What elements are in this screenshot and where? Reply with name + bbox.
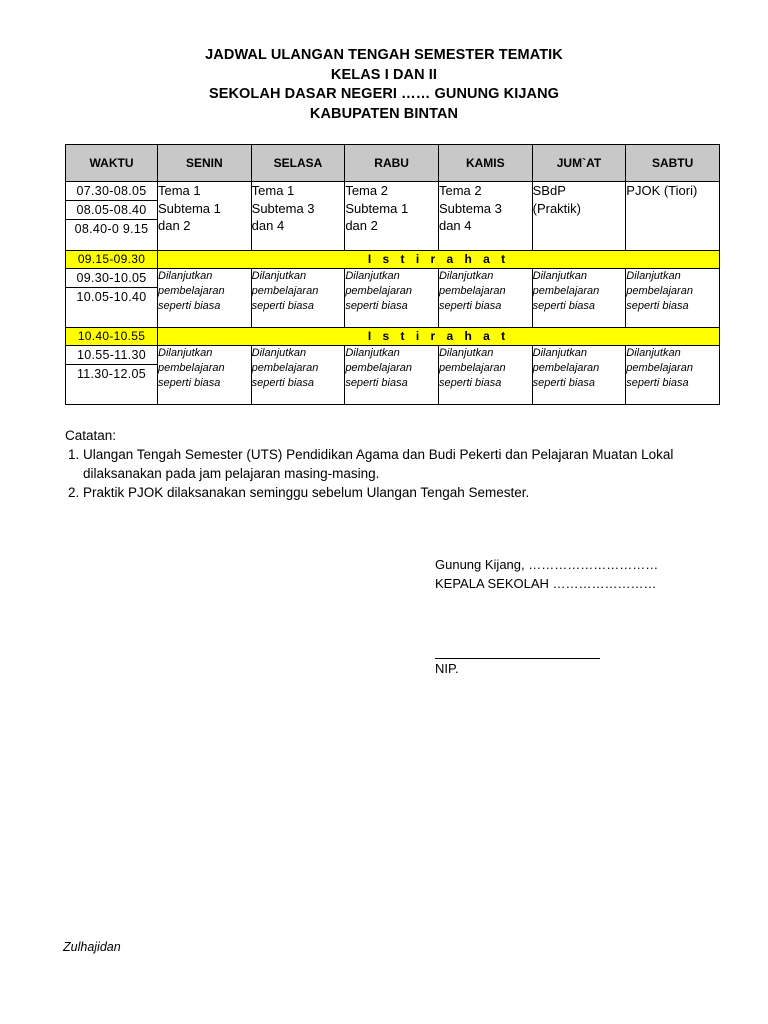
time-slot: 08.40-0 9.15	[74, 222, 149, 236]
note-line: Dilanjutkan	[438, 347, 494, 359]
time-slot: 08.05-08.40	[66, 201, 157, 220]
note-line: pembelajaran	[251, 362, 319, 374]
note-line: pembelajaran	[438, 285, 506, 297]
table-row-break-1	[66, 251, 720, 269]
cell-line: Subtema 3	[251, 200, 315, 216]
note-line: Dilanjutkan	[438, 270, 494, 282]
document-title	[0, 46, 768, 124]
title-line-1: JADWAL ULANGAN TENGAH SEMESTER TEMATIK	[205, 47, 563, 63]
cell-line: (Praktik)	[532, 200, 582, 216]
cell-line: Subtema 1	[345, 200, 409, 216]
notes-list	[65, 445, 725, 502]
table-header-row	[66, 145, 720, 182]
note-line: seperti biasa	[345, 300, 408, 312]
cell-kamis	[438, 182, 532, 251]
note-line: seperti biasa	[251, 300, 315, 312]
cell-line: dan 2	[158, 218, 191, 233]
note-line: seperti biasa	[532, 377, 595, 389]
header-sabtu: SABTU	[626, 145, 720, 182]
cell-line: Tema 2	[345, 183, 388, 198]
note-line: pembelajaran	[626, 362, 693, 374]
continue-note	[251, 346, 345, 405]
note-line: pembelajaran	[158, 362, 225, 374]
notes-title: Catatan:	[65, 428, 117, 443]
continue-note	[345, 346, 439, 405]
header-senin: SENIN	[158, 145, 252, 182]
note-line: pembelajaran	[626, 285, 693, 297]
note-line: pembelajaran	[158, 285, 225, 297]
note-line: seperti biasa	[251, 377, 315, 389]
time-cell-group	[66, 182, 158, 251]
note-line: Dilanjutkan	[626, 270, 681, 282]
note-line: Dilanjutkan	[532, 347, 588, 359]
cell-selasa	[251, 182, 345, 251]
note-line: seperti biasa	[626, 377, 689, 389]
cell-line: SBdP	[532, 183, 566, 198]
note-line: Dilanjutkan	[345, 270, 400, 282]
note-line: Dilanjutkan	[345, 347, 400, 359]
continue-note	[158, 269, 252, 328]
cell-rabu	[345, 182, 439, 251]
header-waktu: WAKTU	[66, 145, 158, 182]
break-label: I s t i r a h a t	[158, 251, 720, 269]
signature-nip: NIP.	[435, 661, 459, 676]
table-row-session-1	[66, 182, 720, 251]
time-cell-group	[66, 346, 158, 405]
cell-line: PJOK (Tiori)	[626, 183, 698, 198]
note-item-1	[83, 445, 725, 483]
continue-note	[438, 269, 532, 328]
note-item-1-line-1: Ulangan Tengah Semester (UTS) Pendidikan Agama dan Budi Pekerti dan Pelajaran Muatan Lokal	[83, 447, 674, 462]
note-line: seperti biasa	[438, 300, 502, 312]
time-cell-group	[66, 269, 158, 328]
signature-role: KEPALA SEKOLAH ……………………	[435, 576, 657, 591]
cell-line: Subtema 1	[158, 200, 221, 216]
continue-note	[532, 269, 626, 328]
header-jumat: JUM`AT	[532, 145, 626, 182]
cell-line: Subtema 3	[438, 200, 502, 216]
continue-note	[438, 346, 532, 405]
note-line: Dilanjutkan	[532, 270, 588, 282]
time-slot: 10.05-10.40	[76, 290, 147, 304]
break-label: I s t i r a h a t	[158, 328, 720, 346]
continue-note	[532, 346, 626, 405]
note-line: pembelajaran	[532, 285, 600, 297]
notes-section	[65, 426, 725, 502]
note-line: Dilanjutkan	[251, 270, 307, 282]
signature-block	[435, 555, 658, 593]
note-line: Dilanjutkan	[158, 270, 213, 282]
note-line: seperti biasa	[438, 377, 502, 389]
title-line-2: KELAS I DAN II	[330, 66, 438, 83]
table-row-session-3	[66, 346, 720, 405]
note-line: pembelajaran	[438, 362, 506, 374]
cell-sabtu	[626, 182, 720, 251]
note-line: seperti biasa	[345, 377, 408, 389]
continue-note	[158, 346, 252, 405]
title-line-4: KABUPATEN BINTAN	[309, 105, 459, 122]
note-line: pembelajaran	[251, 285, 319, 297]
continue-note	[251, 269, 345, 328]
time-slot: 07.30-08.05	[66, 182, 157, 201]
title-line-3: SEKOLAH DASAR NEGERI …… GUNUNG KIJANG	[208, 86, 560, 102]
note-item-2: 2. Praktik PJOK dilaksanakan seminggu sebelum Ulangan Tengah Semester.	[83, 483, 725, 502]
note-line: Dilanjutkan	[626, 347, 681, 359]
note-line: Dilanjutkan	[158, 347, 213, 359]
break-time: 09.15-09.30	[66, 251, 158, 269]
cell-jumat	[532, 182, 626, 251]
continue-note	[626, 346, 720, 405]
note-line: Dilanjutkan	[251, 347, 307, 359]
cell-senin	[158, 182, 252, 251]
signature-line	[435, 658, 600, 659]
note-line: pembelajaran	[345, 285, 412, 297]
continue-note	[345, 269, 439, 328]
header-selasa: SELASA	[251, 145, 345, 182]
footer-author: Zulhajidan	[63, 940, 121, 954]
schedule-table	[65, 144, 720, 405]
header-rabu: RABU	[345, 145, 439, 182]
cell-line: Tema 1	[251, 183, 295, 198]
time-slot: 09.30-10.05	[66, 269, 157, 288]
header-kamis: KAMIS	[438, 145, 532, 182]
cell-line: Tema 2	[438, 183, 482, 198]
break-time: 10.40-10.55	[66, 328, 158, 346]
signature-place: Gunung Kijang, …………………………	[435, 557, 659, 572]
time-slot: 10.55-11.30	[66, 346, 157, 365]
note-item-1-line-2: dilaksanakan pada jam pelajaran masing-masing.	[83, 466, 380, 481]
note-line: seperti biasa	[158, 300, 221, 312]
cell-line: dan 2	[345, 218, 378, 233]
table-row-session-2	[66, 269, 720, 328]
note-line: pembelajaran	[532, 362, 600, 374]
cell-line: dan 4	[251, 218, 285, 233]
continue-note	[626, 269, 720, 328]
table-row-break-2	[66, 328, 720, 346]
note-line: seperti biasa	[158, 377, 221, 389]
note-line: seperti biasa	[532, 300, 595, 312]
note-line: pembelajaran	[345, 362, 412, 374]
cell-line: Tema 1	[158, 183, 201, 198]
note-line: seperti biasa	[626, 300, 689, 312]
time-slot: 11.30-12.05	[76, 367, 147, 381]
cell-line: dan 4	[438, 218, 472, 233]
